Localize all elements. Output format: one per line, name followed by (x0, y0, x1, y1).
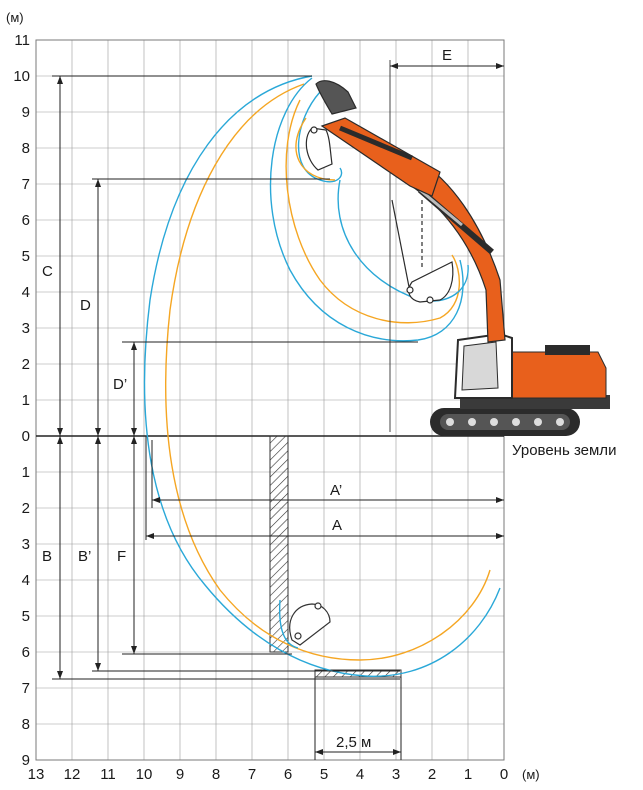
y-axis-ticks (13, 32, 30, 769)
excavator-bucket-upper-alt (306, 127, 332, 170)
y-tick-label: 6 (21, 212, 30, 229)
excavator-bucket (316, 81, 356, 114)
excavator-bucket-mid (407, 262, 453, 303)
label-d: D (80, 297, 91, 314)
y-tick-label: 9 (21, 752, 30, 769)
x-tick-label: 8 (211, 766, 221, 783)
y-tick-label: 7 (21, 176, 30, 193)
trench-wall-hatch (270, 436, 288, 652)
y-tick-label: 4 (21, 284, 30, 301)
y-tick-label: 2 (21, 356, 30, 373)
label-d-prime: D’ (113, 376, 128, 393)
x-tick-label: 12 (63, 766, 81, 783)
y-tick-label: 8 (21, 716, 30, 733)
ground-label: Уровень земли (512, 442, 617, 459)
y-tick-label: 6 (21, 644, 30, 661)
excavator (306, 81, 610, 436)
excavator-track-inner (440, 414, 570, 430)
y-tick-label: 7 (21, 680, 30, 697)
y-tick-label: 1 (21, 392, 30, 409)
y-tick-label: 3 (21, 320, 30, 337)
x-tick-label: 10 (135, 766, 153, 783)
y-tick-label: 3 (21, 536, 30, 553)
label-e: E (442, 47, 453, 64)
label-width: 2,5 м (336, 734, 372, 751)
x-unit-label: (м) (522, 767, 540, 782)
label-b: B (42, 548, 53, 565)
label-f: F (117, 548, 127, 565)
x-tick-label: 3 (391, 766, 401, 783)
x-tick-label: 13 (27, 766, 45, 783)
label-b-prime: B’ (78, 548, 92, 565)
x-tick-label: 2 (427, 766, 437, 783)
y-tick-label: 10 (13, 68, 30, 85)
x-tick-label: 9 (175, 766, 185, 783)
label-a-prime: A’ (330, 482, 343, 499)
label-c: C (42, 263, 53, 280)
y-tick-label: 1 (21, 464, 30, 481)
y-tick-label: 5 (21, 608, 30, 625)
x-tick-label: 7 (247, 766, 257, 783)
y-tick-label: 5 (21, 248, 30, 265)
x-tick-label: 1 (463, 766, 473, 783)
y-tick-label: 9 (21, 104, 30, 121)
x-tick-label: 0 (499, 766, 509, 783)
y-tick-label: 2 (21, 500, 30, 517)
y-tick-label: 8 (21, 140, 30, 157)
label-a: A (332, 517, 343, 534)
x-axis-ticks (28, 766, 509, 783)
y-tick-label: 11 (14, 32, 30, 49)
x-tick-label: 6 (283, 766, 293, 783)
reach-curve-long (166, 84, 490, 660)
excavator-body (512, 352, 606, 398)
y-tick-label: 4 (21, 572, 30, 589)
x-tick-label: 5 (319, 766, 329, 783)
y-unit-label: (м) (6, 10, 24, 25)
x-tick-label: 4 (355, 766, 365, 783)
y-tick-label: 0 (21, 428, 30, 445)
x-tick-label: 11 (100, 766, 116, 783)
